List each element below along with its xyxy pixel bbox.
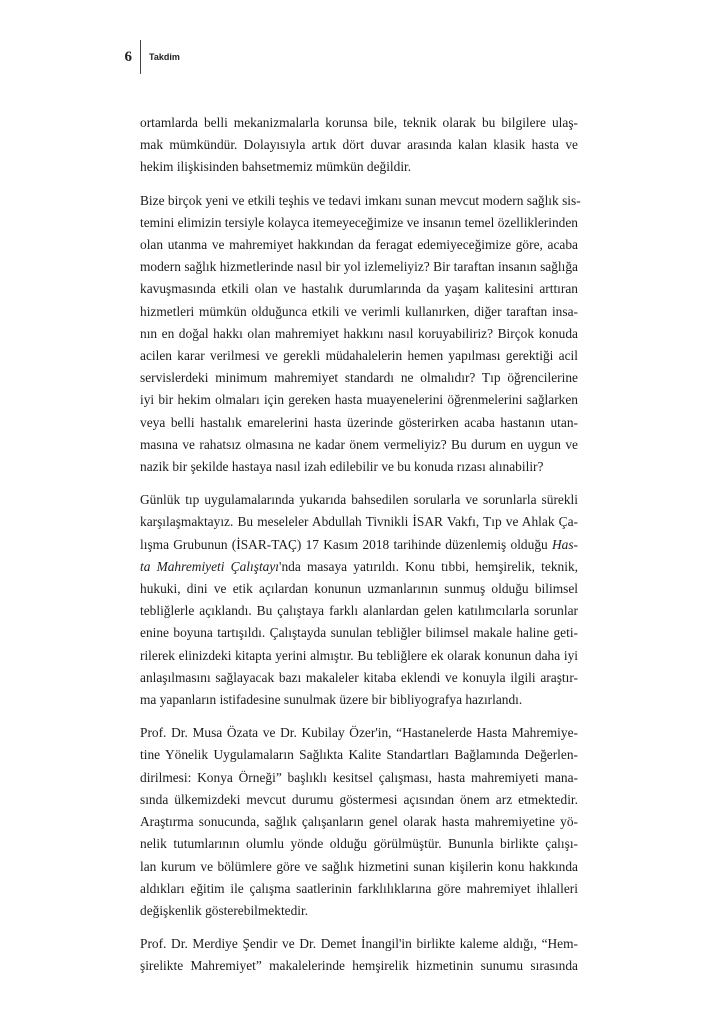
text-line: mak mümkündür. Dolayısıyla artık dört duvar arasında kalan klasik hasta ve [140,137,578,153]
text-line: şirelikte Mahremiyet” makalelerinde hemşirelik hizmetinin sunumu sırasında [140,958,578,974]
text-line: karşılaşmaktayız. Bu meseleler Abdullah Tivnikli İSAR Vakfı, Tıp ve Ahlak Ça- [140,514,578,530]
text-line: tebliğlerle açıklandı. Bu çalıştaya farklı alanlardan gelen katılımcılarla sorunlar [140,603,578,619]
text-line: sında ülkemizdeki mevcut durumu göstermesi açısından önem arz etmektedir. [140,791,578,807]
text-line: ma yapanların istifadesine sunulmak üzere bir bibliyografya hazırlandı. [140,692,523,708]
text-line: ortamlarda belli mekanizmalarla korunsa bile, teknik olarak bu bilgilere ulaş- [140,115,578,130]
text-line [140,534,578,556]
running-head: Takdim [149,52,180,62]
italic-title-start: Has- [551,536,578,552]
text-line: masına ve rahatsız olmasına ne kadar önem vermeliyiz? Bu durum en uygun ve [140,436,578,452]
italic-title: ta Mahremiyeti Çalıştayı [140,558,280,574]
text-line: temini elimizin tersiyle kolayca itemeyeceğimize ve insanın temel özelliklerinden [140,214,579,230]
text-line: tine Yönelik Uygulamaların Sağlıkta Kalite Standartları Bağlamında Değerlen- [140,747,578,763]
line-text: 'nda masaya yatırıldı. Konu tıbbi, hemşirelik, teknik, [279,558,579,574]
text-line: veya belli hastalık emarelerini hasta üzerinde gösterirken acaba hastanın utan- [140,414,578,430]
line-text: lışma Grubunun (İSAR-TAÇ) 17 Kasım 2018 tarihinde düzenlemiş olduğu [140,536,552,552]
page-number: 6 [124,48,132,65]
text-line: Bize birçok yeni ve etkili teşhis ve tedavi imkanı sunan mevcut modern sağlık sis- [140,192,581,208]
text-line: nın en doğal hakkı olan mahremiyet hakkını nasıl koruyabiliriz? Birçok konuda [140,325,578,341]
page-header [118,40,180,74]
text-line: hekim ilişkisinden bahsetmemiz mümkün değildir. [140,159,412,175]
text-line: lan kurum ve bölümlere göre ve sağlık hizmetini sunan kişilerin konu hakkında [140,858,578,874]
text-line: değişkenlik gösterebilmektedir. [140,902,309,918]
text-line: olan utanma ve mahremiyet hakkından da feragat edemiyeceğimize göre, acaba [140,237,578,253]
text-line: nazik bir şekilde hastaya nasıl izah edilebilir ve bu konuda rızası alınabilir? [140,459,544,475]
paragraph-3 [140,489,578,711]
text-line: iyi bir hekim olmaları için gereken hasta muayenelerini öğrenmelerini sağlarken [140,392,578,408]
text-line: dirilmesi: Konya Örneği” başlıklı kesitsel çalışması, hasta mahremiyeti mana- [140,769,578,785]
paragraph-2 [140,190,581,479]
paragraph-1 [140,112,578,179]
text-line: hukuki, dini ve etik açılardan konunun uzmanlarının sunmuş olduğu bilimsel [140,581,578,597]
body-text [140,112,581,989]
text-line: Prof. Dr. Musa Özata ve Dr. Kubilay Özer'in, “Hastanelerde Hasta Mahremiye- [140,725,578,741]
text-line: aldıkları eğitim ile çalışma saatlerinin farklılıklarına göre mahremiyet ihlalleri [140,880,578,896]
text-line: modern sağlık hizmetlerinde nasıl bir yol izlemeliyiz? Bir taraftan insanın sağlığa [140,259,578,275]
text-line: Araştırma sonucunda, sağlık çalışanların genel olarak hasta mahremiyetine yö- [140,814,578,830]
paragraph-4 [140,722,578,922]
text-line: rilerek elinizdeki kitapta yerini almıştır. Bu tebliğlere ek olarak konunun daha iyi [140,647,578,663]
text-line: Günlük tıp uygulamalarında yukarıda bahsedilen sorularla ve sorunlarla sürekli [140,492,578,508]
text-line: hizmetleri mümkün olduğunca etkili ve verimli kullanırken, diğer taraftan insa- [140,303,578,319]
text-line: acilen karar verilmesi ve gerekli müdahalelerin hemen yapılması gerektiği acil [140,348,578,364]
text-line [140,556,578,578]
text-line: servislerdeki minimum mahremiyet standardı ne olmalıdır? Tıp öğrencilerine [140,370,578,386]
text-line: nelik tutumlarının olumlu yönde olduğu görülmüştür. Bununla birlikte çalışı- [140,836,578,852]
text-line: kavuşmasında etkili olan ve hastalık durumlarında da yaşam kalitesini arttıran [140,281,578,297]
text-line: Prof. Dr. Merdiye Şendir ve Dr. Demet İnangil'in birlikte kaleme aldığı, “Hem- [140,936,578,952]
text-line: anlaşılmasını sağlayacak bazı makaleler kitaba eklendi ve konuyla ilgili araştır- [140,669,578,685]
paragraph-5 [140,933,578,977]
text-line: enine boyuna tartışıldı. Çalıştayda sunulan tebliğler bilimsel makale haline geti- [140,625,578,641]
